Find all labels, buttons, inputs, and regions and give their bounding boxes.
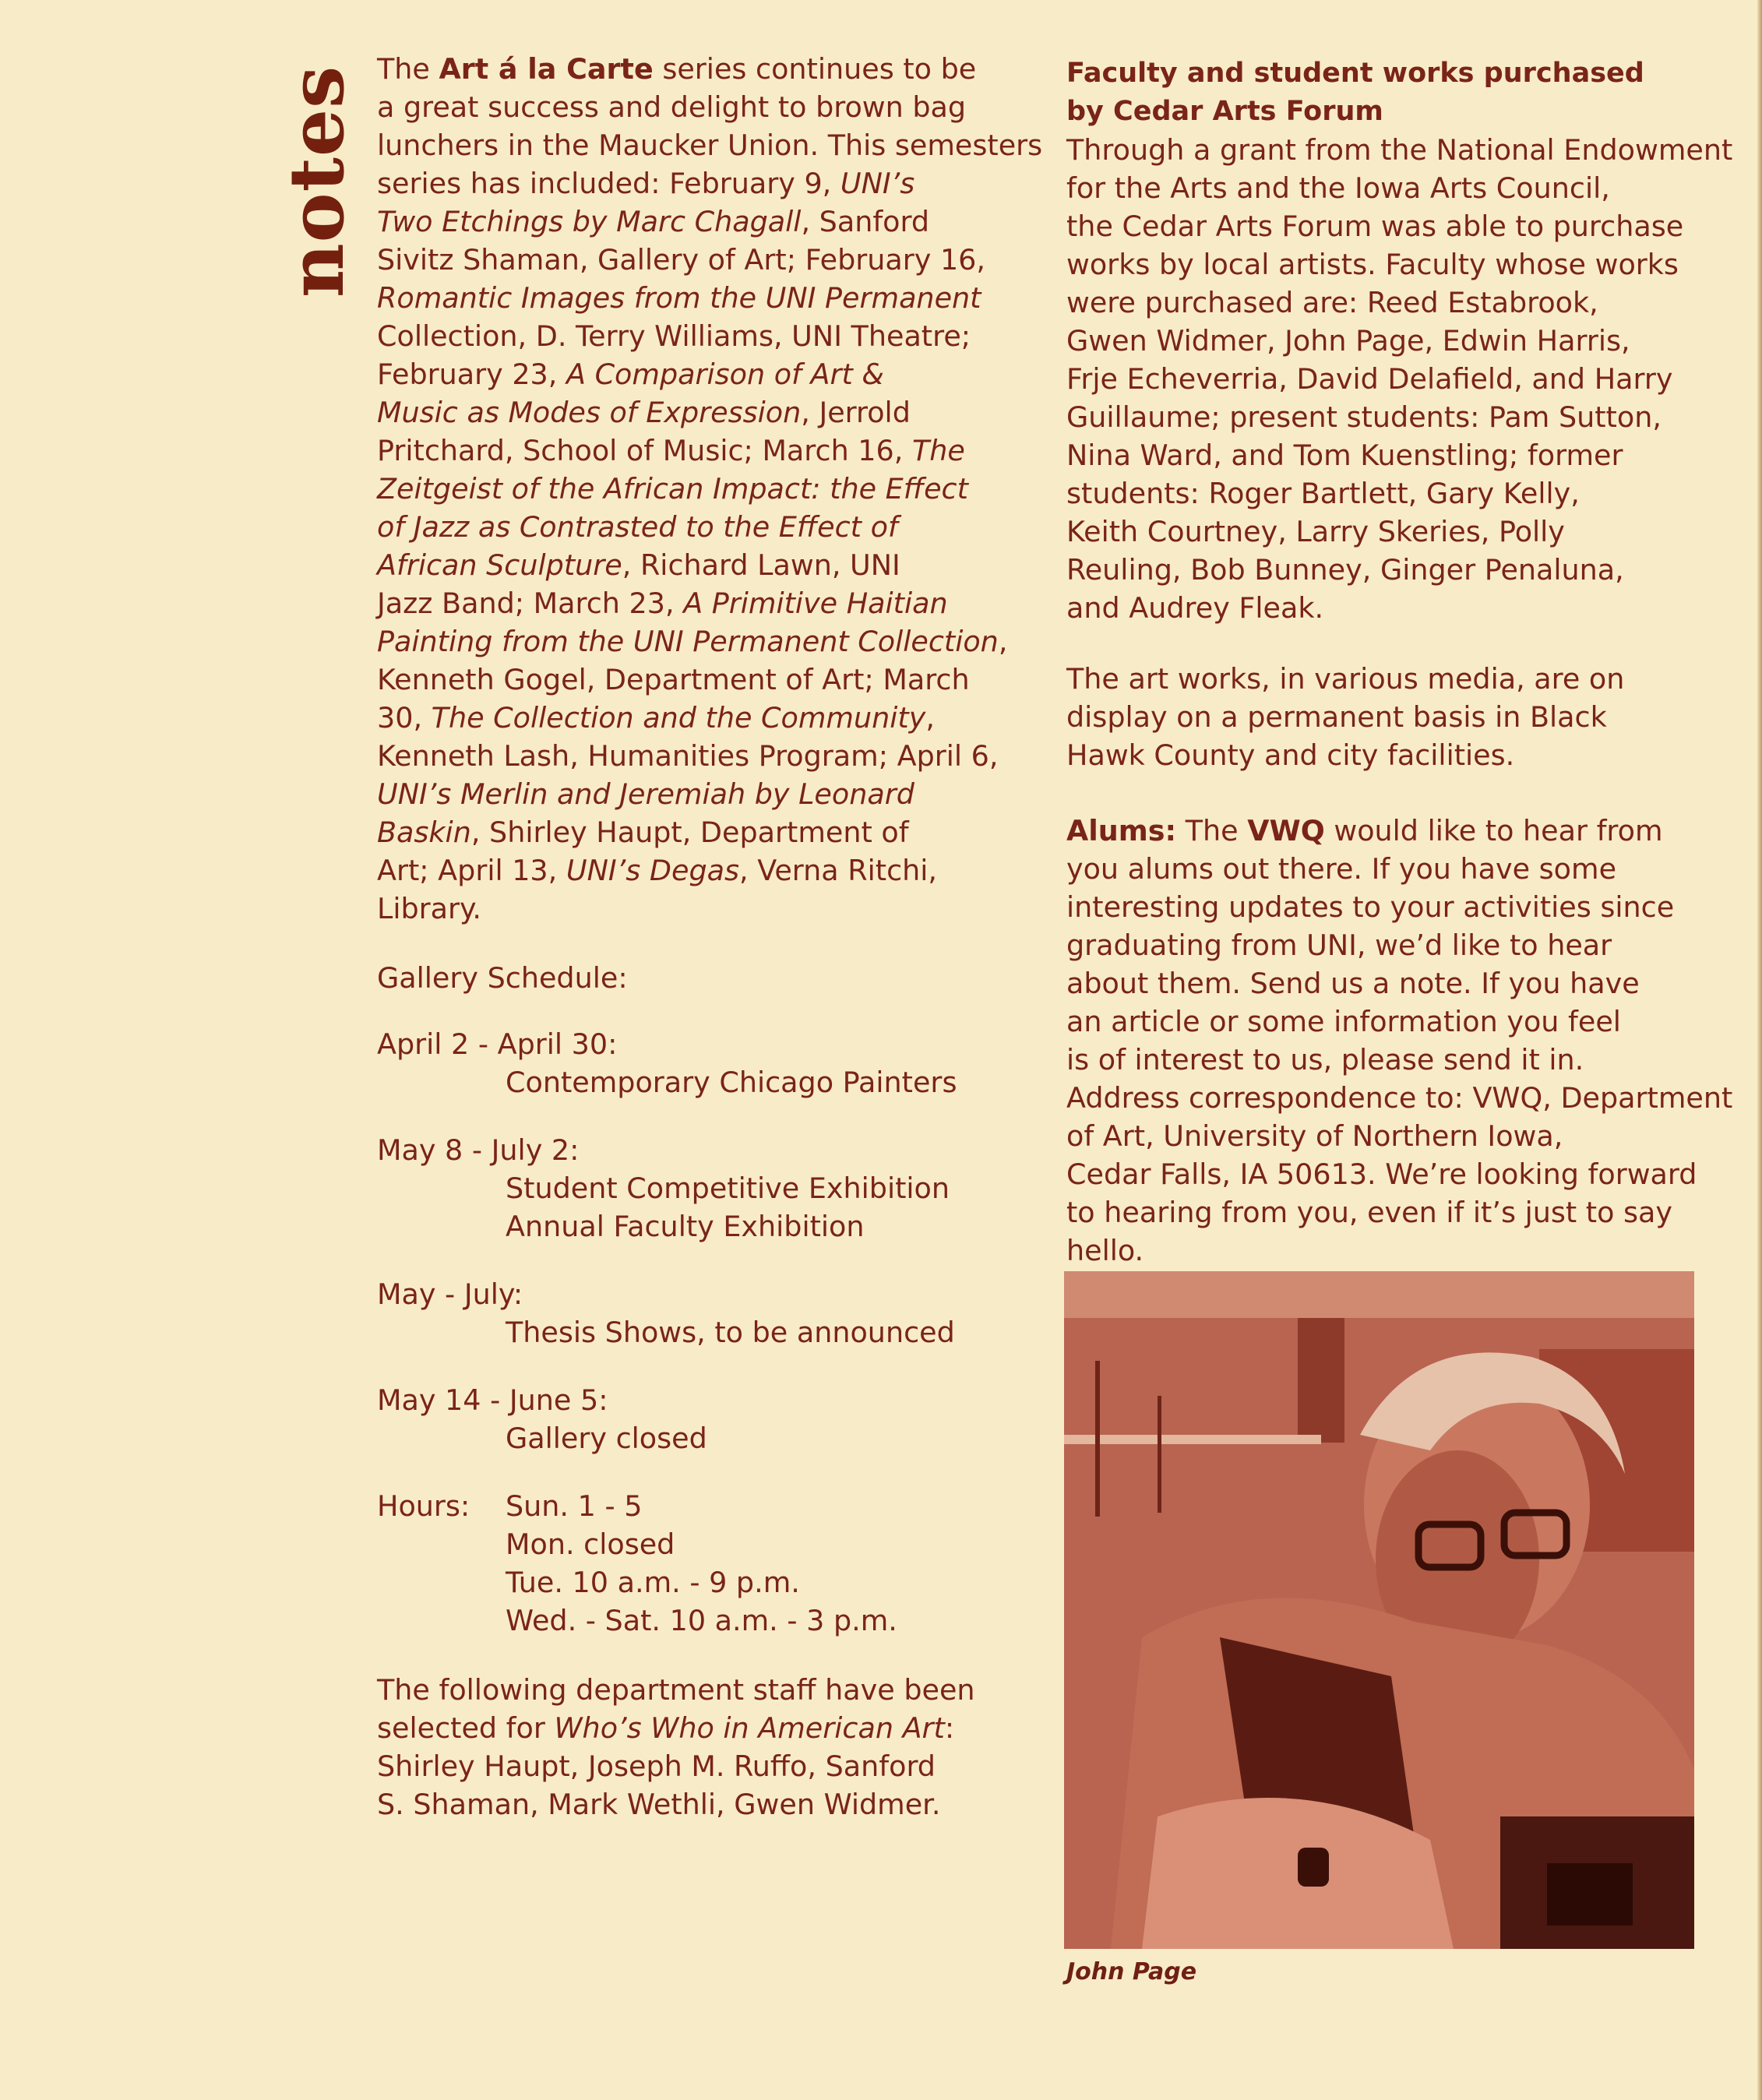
hours-list xyxy=(506,1487,897,1640)
text-segment: Library. xyxy=(377,892,482,925)
text-line: were purchased are: Reed Estabrook, xyxy=(1066,286,1598,319)
text-line xyxy=(377,851,1055,890)
schedule-detail: Contemporary Chicago Painters xyxy=(506,1066,957,1099)
text-line: The art works, in various media, are on xyxy=(1066,662,1625,696)
text-segment: Music as Modes of Expression xyxy=(377,396,802,429)
schedule-detail: Annual Faculty Exhibition xyxy=(506,1210,865,1243)
text-line xyxy=(1066,1079,1744,1117)
text-line xyxy=(377,241,1055,279)
text-segment: Alums: xyxy=(1066,814,1177,847)
text-segment: Romantic Images from the UNI Permanent xyxy=(377,281,981,315)
text-line: Guillaume; present students: Pam Sutton, xyxy=(1066,400,1662,434)
faculty-works-heading xyxy=(1066,55,1744,131)
text-line xyxy=(377,317,1055,355)
faculty-works-paragraph xyxy=(1066,131,1744,627)
text-line xyxy=(377,432,1055,470)
text-segment: , Richard Lawn, UNI xyxy=(622,548,900,582)
text-line xyxy=(377,890,1055,928)
text-line xyxy=(377,393,1055,432)
schedule-detail: Student Competitive Exhibition xyxy=(506,1172,950,1205)
text-line xyxy=(1066,1231,1744,1270)
text-segment: S. Shaman, Mark Wethli, Gwen Widmer. xyxy=(377,1788,941,1821)
right-column xyxy=(1066,55,1744,1270)
text-line xyxy=(377,88,1055,126)
text-line xyxy=(377,470,1055,508)
text-segment: a great success and delight to brown bag xyxy=(377,90,967,124)
text-segment: Jazz Band; March 23, xyxy=(377,587,684,620)
text-segment: interesting updates to your activities since xyxy=(1066,890,1675,924)
text-segment: Cedar Falls, IA 50613. We’re looking forward xyxy=(1066,1157,1697,1191)
text-segment: an article or some information you feel xyxy=(1066,1005,1621,1038)
display-paragraph xyxy=(1066,660,1744,774)
schedule-detail: Thesis Shows, to be announced xyxy=(506,1316,955,1349)
hours-line: Wed. - Sat. 10 a.m. - 3 p.m. xyxy=(506,1604,897,1637)
schedule-dates: April 2 - April 30: xyxy=(377,1027,618,1061)
text-line xyxy=(377,546,1055,584)
text-line xyxy=(377,622,1055,661)
text-line: Frje Echeverria, David Delafield, and Harry xyxy=(1066,362,1673,396)
text-line xyxy=(377,508,1055,546)
text-line: Nina Ward, and Tom Kuenstling; former xyxy=(1066,439,1623,472)
text-segment: Art á la Carte xyxy=(439,52,654,86)
text-line: Faculty and student works purchased xyxy=(1066,58,1644,89)
text-segment: African Sculpture xyxy=(377,548,622,582)
text-line: Through a grant from the National Endowment xyxy=(1066,133,1733,167)
text-segment: The following department staff have been xyxy=(377,1673,975,1707)
schedule-entry xyxy=(377,1381,1055,1457)
hours-line: Mon. closed xyxy=(506,1527,675,1561)
text-segment: you alums out there. If you have some xyxy=(1066,852,1617,886)
text-line xyxy=(377,1785,1055,1823)
text-line xyxy=(1066,964,1744,1002)
text-segment: Painting from the UNI Permanent Collection xyxy=(377,625,999,658)
text-line: Reuling, Bob Bunney, Ginger Penaluna, xyxy=(1066,553,1624,587)
text-line xyxy=(377,775,1055,813)
notes-heading-text: notes xyxy=(273,65,361,298)
text-segment: , Verna Ritchi, xyxy=(739,854,938,887)
text-line xyxy=(377,1747,1055,1785)
text-line: by Cedar Arts Forum xyxy=(1066,96,1383,127)
text-segment: UNI’s Merlin and Jeremiah by Leonard xyxy=(377,777,914,811)
notes-heading xyxy=(273,61,361,302)
text-segment: : xyxy=(944,1711,955,1745)
text-segment: The xyxy=(377,52,439,86)
text-line xyxy=(377,699,1055,737)
whos-who-paragraph xyxy=(377,1671,1055,1823)
text-segment: of Art, University of Northern Iowa, xyxy=(1066,1119,1563,1153)
text-line xyxy=(377,584,1055,622)
text-line xyxy=(377,661,1055,699)
text-line xyxy=(377,50,1055,88)
text-segment: The xyxy=(1176,814,1248,847)
text-line xyxy=(1066,1117,1744,1155)
hours-line: Tue. 10 a.m. - 9 p.m. xyxy=(506,1566,800,1599)
schedule-dates: May 8 - July 2: xyxy=(377,1133,580,1167)
text-segment: , xyxy=(998,625,1008,658)
schedule-entry xyxy=(377,1025,1055,1101)
text-segment: Shirley Haupt, Joseph M. Ruffo, Sanford xyxy=(377,1749,936,1783)
schedule-entry xyxy=(377,1275,1055,1351)
text-line xyxy=(1066,1193,1744,1231)
text-line xyxy=(377,737,1055,775)
text-line: Keith Courtney, Larry Skeries, Polly xyxy=(1066,515,1565,548)
hours-line: Sun. 1 - 5 xyxy=(506,1489,643,1523)
text-line: Hawk County and city facilities. xyxy=(1066,738,1515,772)
text-line xyxy=(1066,1155,1744,1193)
text-segment: Art; April 13, xyxy=(377,854,566,887)
text-segment: The xyxy=(911,434,965,467)
text-line xyxy=(377,813,1055,851)
gallery-schedule-title: Gallery Schedule: xyxy=(377,961,628,995)
text-line: Gwen Widmer, John Page, Edwin Harris, xyxy=(1066,324,1630,358)
text-segment: lunchers in the Maucker Union. This semesters xyxy=(377,129,1043,162)
text-line xyxy=(1066,888,1744,926)
text-segment: , Shirley Haupt, Department of xyxy=(470,816,909,849)
text-line xyxy=(1066,1002,1744,1041)
text-line xyxy=(377,355,1055,393)
text-segment: VWQ xyxy=(1247,814,1325,847)
text-line xyxy=(1066,1041,1744,1079)
text-segment: , Sanford xyxy=(801,205,930,238)
text-segment: is of interest to us, please send it in. xyxy=(1066,1043,1584,1076)
gallery-schedule xyxy=(377,1025,1055,1487)
text-line xyxy=(1066,850,1744,888)
text-line xyxy=(377,1671,1055,1709)
text-segment: 30, xyxy=(377,701,432,735)
schedule-dates: May 14 - June 5: xyxy=(377,1383,608,1417)
text-line xyxy=(377,279,1055,317)
gallery-hours xyxy=(377,1487,1055,1640)
text-segment: graduating from UNI, we’d like to hear xyxy=(1066,928,1612,962)
text-line xyxy=(377,203,1055,241)
text-segment: UNI’s xyxy=(840,167,915,200)
text-line: students: Roger Bartlett, Gary Kelly, xyxy=(1066,477,1580,510)
text-segment: series has included: February 9, xyxy=(377,167,840,200)
page-edge xyxy=(1757,0,1762,2100)
text-segment: Who’s Who in American Art xyxy=(554,1711,945,1745)
text-segment: hello. xyxy=(1066,1234,1144,1267)
text-segment: , xyxy=(925,701,935,735)
text-segment: A Primitive Haitian xyxy=(683,587,948,620)
text-segment: Kenneth Lash, Humanities Program; April 6, xyxy=(377,739,999,773)
text-line xyxy=(377,1709,1055,1747)
text-segment: Two Etchings by Marc Chagall xyxy=(377,205,802,238)
text-line: for the Arts and the Iowa Arts Council, xyxy=(1066,171,1610,205)
text-line xyxy=(377,126,1055,164)
schedule-entry xyxy=(377,1131,1055,1246)
text-segment: February 23, xyxy=(377,358,566,391)
text-line: display on a permanent basis in Black xyxy=(1066,700,1607,734)
text-segment: Collection, D. Terry Williams, UNI Theatre; xyxy=(377,319,971,353)
text-segment: UNI’s Degas xyxy=(566,854,739,887)
text-line: works by local artists. Faculty whose works xyxy=(1066,248,1679,281)
schedule-dates: May - July: xyxy=(377,1277,523,1311)
text-line xyxy=(377,164,1055,203)
text-segment: Pritchard, School of Music; March 16, xyxy=(377,434,912,467)
text-segment: Sivitz Shaman, Gallery of Art; February 16, xyxy=(377,243,986,277)
photo-caption: John Page xyxy=(1066,1958,1197,1985)
text-segment: Kenneth Gogel, Department of Art; March xyxy=(377,663,970,696)
text-segment: Zeitgeist of the African Impact: the Effect xyxy=(377,472,968,506)
left-column xyxy=(377,50,1055,1823)
text-line: the Cedar Arts Forum was able to purchase xyxy=(1066,210,1684,243)
text-segment: selected for xyxy=(377,1711,555,1745)
text-segment: about them. Send us a note. If you have xyxy=(1066,967,1640,1000)
text-segment: of Jazz as Contrasted to the Effect of xyxy=(377,510,898,544)
text-segment: would like to hear from xyxy=(1324,814,1663,847)
text-segment: Baskin xyxy=(377,816,471,849)
text-segment: The Collection and the Community xyxy=(431,701,926,735)
text-segment: to hearing from you, even if it’s just to say xyxy=(1066,1196,1673,1229)
schedule-detail: Gallery closed xyxy=(506,1422,707,1455)
alums-paragraph xyxy=(1066,812,1744,1270)
text-segment: , Jerrold xyxy=(801,396,911,429)
text-line xyxy=(1066,812,1744,850)
text-segment: A Comparison of Art & xyxy=(566,358,884,391)
text-segment: Address correspondence to: VWQ, Department xyxy=(1066,1081,1733,1115)
art-a-la-carte-paragraph xyxy=(377,50,1055,928)
john-page-photo xyxy=(1064,1271,1694,1949)
text-line xyxy=(1066,926,1744,964)
hours-label: Hours: xyxy=(377,1489,470,1523)
text-segment: series continues to be xyxy=(653,52,977,86)
text-line: and Audrey Fleak. xyxy=(1066,591,1324,625)
